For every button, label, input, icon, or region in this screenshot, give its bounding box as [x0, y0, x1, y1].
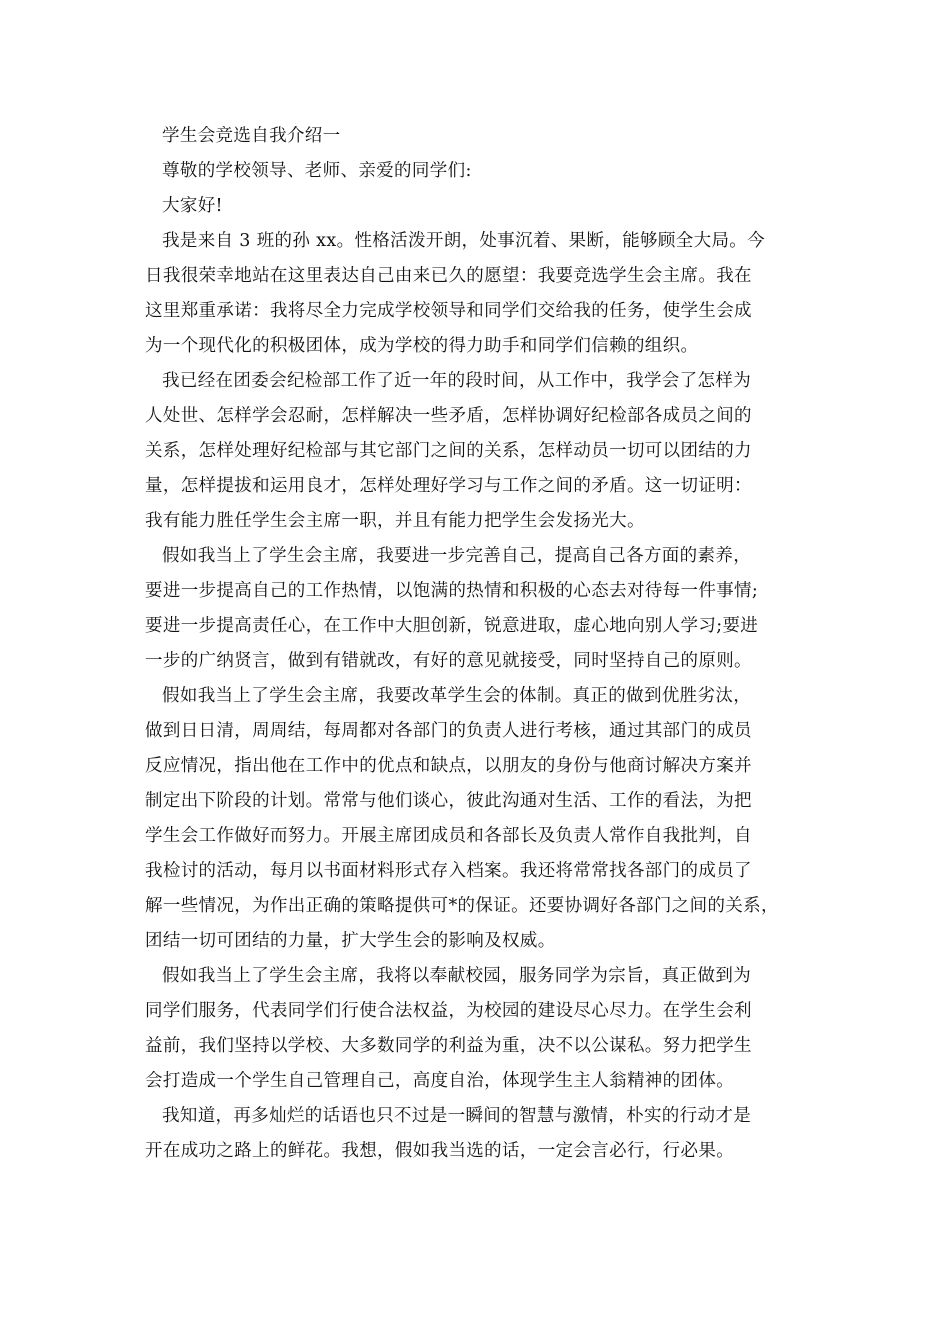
paragraph-1-line-3: 这里郑重承诺：我将尽全力完成学校领导和同学们交给我的任务，使学生会成	[145, 301, 752, 321]
paragraph-4-line-8: 团结一切可团结的力量，扩大学生会的影响及权威。	[145, 931, 556, 951]
paragraph-4-line-4: 制定出下阶段的计划。常常与他们谈心，彼此沟通对生活、工作的看法，为把	[145, 791, 752, 811]
paragraph-3-line-1: 假如我当上了学生会主席，我要进一步完善自己，提高自己各方面的素养，	[162, 546, 752, 566]
paragraph-4-line-3: 反应情况，指出他在工作中的优点和缺点，以朋友的身份与他商讨解决方案并	[145, 756, 752, 776]
paragraph-5-line-2: 同学们服务，代表同学们行使合法权益，为校园的建设尽心尽力。在学生会利	[145, 1001, 752, 1021]
greeting: 大家好!	[162, 196, 223, 216]
paragraph-4-line-5: 学生会工作做好而努力。开展主席团成员和各部长及负责人常作自我批判，自	[145, 826, 752, 846]
paragraph-4-line-1: 假如我当上了学生会主席，我要改革学生会的体制。真正的做到优胜劣汰，	[162, 686, 752, 706]
paragraph-1-line-1: 我是来自 3 班的孙 xx。性格活泼开朗，处事沉着、果断，能够顾全大局。今	[162, 231, 766, 251]
paragraph-1-line-4: 为一个现代化的积极团体，成为学校的得力助手和同学们信赖的组织。	[145, 336, 699, 356]
paragraph-2-line-1: 我已经在团委会纪检部工作了近一年的段时间，从工作中，我学会了怎样为	[162, 371, 752, 391]
paragraph-6-line-2: 开在成功之路上的鲜花。我想，假如我当选的话，一定会言必行，行必果。	[145, 1141, 735, 1161]
salutation: 尊敬的学校领导、老师、亲爱的同学们:	[162, 161, 472, 181]
paragraph-6-line-1: 我知道，再多灿烂的话语也只不过是一瞬间的智慧与激情，朴实的行动才是	[162, 1106, 752, 1126]
paragraph-4-line-7: 解一些情况，为作出正确的策略提供可*的保证。还要协调好各部门之间的关系，	[145, 896, 779, 916]
paragraph-2-line-5: 我有能力胜任学生会主席一职，并且有能力把学生会发扬光大。	[145, 511, 645, 531]
paragraph-3-line-4: 一步的广纳贤言，做到有错就改，有好的意见就接受，同时坚持自己的原则。	[145, 651, 752, 671]
paragraph-2-line-4: 量，怎样提拔和运用良才，怎样处理好学习与工作之间的矛盾。这一切证明：	[145, 476, 752, 496]
paragraph-4-line-6: 我检讨的活动，每月以书面材料形式存入档案。我还将常常找各部门的成员了	[145, 861, 752, 881]
paragraph-3-line-2: 要进一步提高自己的工作热情，以饱满的热情和积极的心态去对待每一件事情;	[145, 581, 759, 601]
paragraph-5-line-4: 会打造成一个学生自己管理自己，高度自治，体现学生主人翁精神的团体。	[145, 1071, 735, 1091]
document-body	[145, 119, 815, 1169]
paragraph-3-line-3: 要进一步提高责任心，在工作中大胆创新，锐意进取，虚心地向别人学习;要进	[145, 616, 759, 636]
document-title: 学生会竞选自我介绍一	[162, 126, 341, 146]
paragraph-2-line-3: 关系，怎样处理好纪检部与其它部门之间的关系，怎样动员一切可以团结的力	[145, 441, 752, 461]
paragraph-4-line-2: 做到日日清，周周结，每周都对各部门的负责人进行考核，通过其部门的成员	[145, 721, 752, 741]
paragraph-5-line-1: 假如我当上了学生会主席，我将以奉献校园，服务同学为宗旨，真正做到为	[162, 966, 752, 986]
paragraph-1-line-2: 日我很荣幸地站在这里表达自己由来已久的愿望：我要竞选学生会主席。我在	[145, 266, 752, 286]
paragraph-5-line-3: 益前，我们坚持以学校、大多数同学的利益为重，决不以公谋私。努力把学生	[145, 1036, 752, 1056]
paragraph-2-line-2: 人处世、怎样学会忍耐，怎样解决一些矛盾，怎样协调好纪检部各成员之间的	[145, 406, 752, 426]
